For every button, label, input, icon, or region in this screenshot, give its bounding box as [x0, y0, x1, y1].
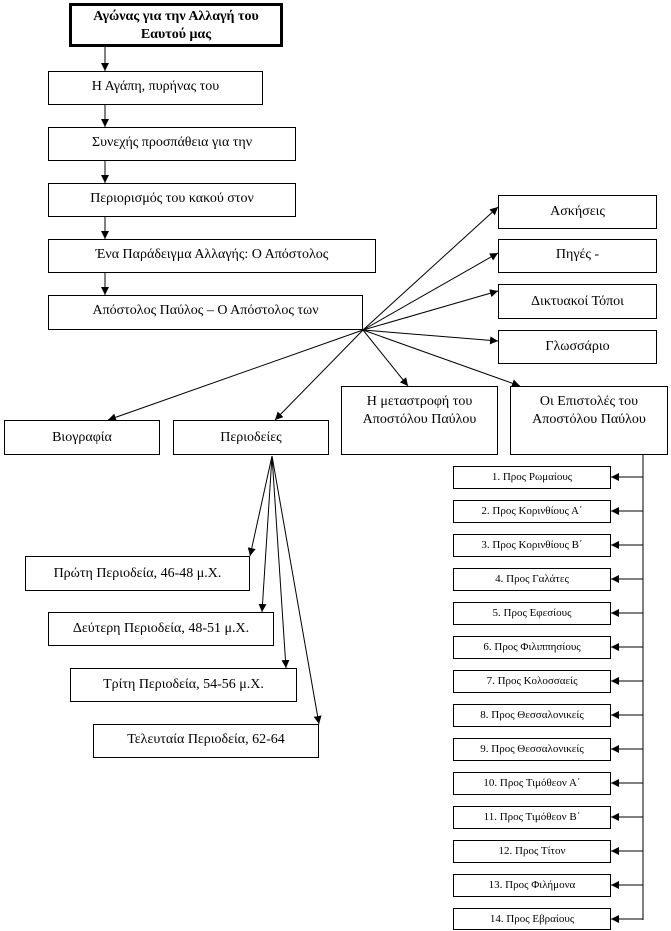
- chain-box-effort[interactable]: [48, 127, 296, 161]
- arrow-hub-to-sources: [363, 253, 498, 330]
- arrow-hub-to-exercises: [363, 207, 498, 330]
- branch-box-journeys[interactable]: [173, 420, 329, 455]
- epistle-box-philippians[interactable]: [453, 636, 611, 659]
- epistle-box-1thessalonians[interactable]: [453, 704, 611, 727]
- epistle-box-2corinthians[interactable]: [453, 534, 611, 557]
- branch-box-label: Περιοδείες: [220, 429, 282, 445]
- epistle-label: 10. Προς Τιμόθεον Α΄: [483, 777, 581, 789]
- link-box-label: Γλωσσάριο: [545, 339, 610, 354]
- epistle-label: 12. Προς Τίτον: [498, 845, 566, 857]
- link-box-exercises[interactable]: [498, 195, 657, 229]
- epistle-box-galatians[interactable]: [453, 568, 611, 591]
- chain-box-evil[interactable]: [48, 183, 296, 217]
- arrow-hub-to-biography: [108, 330, 363, 420]
- journey-box-third[interactable]: [70, 668, 297, 702]
- arrow-journeys-to-third: [272, 456, 286, 668]
- epistle-label: 2. Προς Κορινθίους Α΄: [481, 505, 583, 517]
- branch-box-epistles[interactable]: [510, 386, 668, 455]
- epistle-label: 11. Προς Τιμόθεον Β΄: [483, 811, 581, 823]
- link-box-label: Ασκήσεις: [550, 204, 605, 219]
- link-box-glossary[interactable]: [498, 330, 657, 364]
- chain-box-label: Ένα Παράδειγμα Αλλαγής: Ο Απόστολος: [95, 247, 329, 262]
- arrow-hub-to-glossary: [363, 330, 498, 341]
- branch-box-biography[interactable]: [4, 420, 160, 455]
- epistle-box-1timothy[interactable]: [453, 772, 611, 795]
- epistle-box-philemon[interactable]: [453, 874, 611, 897]
- link-box-label: Πηγές -: [555, 247, 600, 262]
- epistle-label: 14. Προς Εβραίους: [489, 913, 575, 925]
- chain-box-label: Απόστολος Παύλος – Ο Απόστολος των: [92, 303, 319, 318]
- link-box-label: Δικτυακοί Τόποι: [531, 293, 624, 309]
- journey-box-label: Τρίτη Περιοδεία, 54-56 μ.Χ.: [103, 677, 264, 692]
- link-box-websites[interactable]: [498, 284, 657, 319]
- epistle-box-colossians[interactable]: [453, 670, 611, 693]
- epistle-box-ephesians[interactable]: [453, 602, 611, 625]
- branch-box-label: Βιογραφία: [52, 429, 112, 445]
- branch-box-conversion[interactable]: [341, 386, 498, 455]
- root-title-text: Αγώνας για την Αλλαγή του Εαυτού μας: [93, 9, 259, 42]
- journey-box-label: Δεύτερη Περιοδεία, 48-51 μ.Χ.: [72, 621, 250, 636]
- epistle-label: 7. Προς Κολοσσαείς: [486, 675, 578, 687]
- epistle-box-titus[interactable]: [453, 840, 611, 863]
- journey-box-last[interactable]: [93, 724, 319, 758]
- epistle-label: 9. Προς Θεσσαλονικείς: [480, 743, 584, 755]
- chain-box-label: Συνεχής προσπάθεια για την: [91, 135, 253, 150]
- chain-box-apostle[interactable]: [48, 295, 363, 330]
- epistle-box-2timothy[interactable]: [453, 806, 611, 829]
- branch-box-label: Οι Επιστολές του Αποστόλου Παύλου: [532, 394, 646, 427]
- arrow-hub-to-websites: [363, 291, 498, 330]
- chain-box-love[interactable]: [48, 71, 263, 105]
- epistle-box-hebrews[interactable]: [453, 908, 611, 930]
- epistle-label: 5. Προς Εφεσίους: [492, 607, 572, 619]
- root-title-box[interactable]: [69, 3, 283, 47]
- journey-box-label: Τελευταία Περιοδεία, 62-64: [127, 732, 285, 747]
- journey-box-second[interactable]: [48, 612, 274, 646]
- link-box-sources[interactable]: [498, 239, 657, 273]
- epistle-label: 1. Προς Ρωμαίους: [491, 471, 573, 483]
- branch-box-label: Η μεταστροφή του Αποστόλου Παύλου: [362, 394, 477, 427]
- epistle-box-romans[interactable]: [453, 466, 611, 489]
- arrow-hub-to-epistles: [363, 330, 520, 386]
- epistle-label: 3. Προς Κορινθίους Β΄: [481, 539, 583, 551]
- chain-box-label: Περιορισμός του κακού στον: [90, 191, 254, 206]
- epistle-label: 8. Προς Θεσσαλονικείς: [480, 709, 584, 721]
- chain-box-label: Η Αγάπη, πυρήνας του: [91, 79, 220, 94]
- journey-box-first[interactable]: [25, 556, 250, 591]
- chain-box-example[interactable]: [48, 239, 376, 273]
- epistle-label: 13. Προς Φιλήμονα: [488, 879, 576, 891]
- epistle-label: 6. Προς Φιλιππησίους: [483, 641, 581, 653]
- epistle-label: 4. Προς Γαλάτες: [495, 573, 569, 585]
- epistle-box-2thessalonians[interactable]: [453, 738, 611, 761]
- journey-box-label: Πρώτη Περιοδεία, 46-48 μ.Χ.: [53, 565, 222, 581]
- epistle-box-1corinthians[interactable]: [453, 500, 611, 523]
